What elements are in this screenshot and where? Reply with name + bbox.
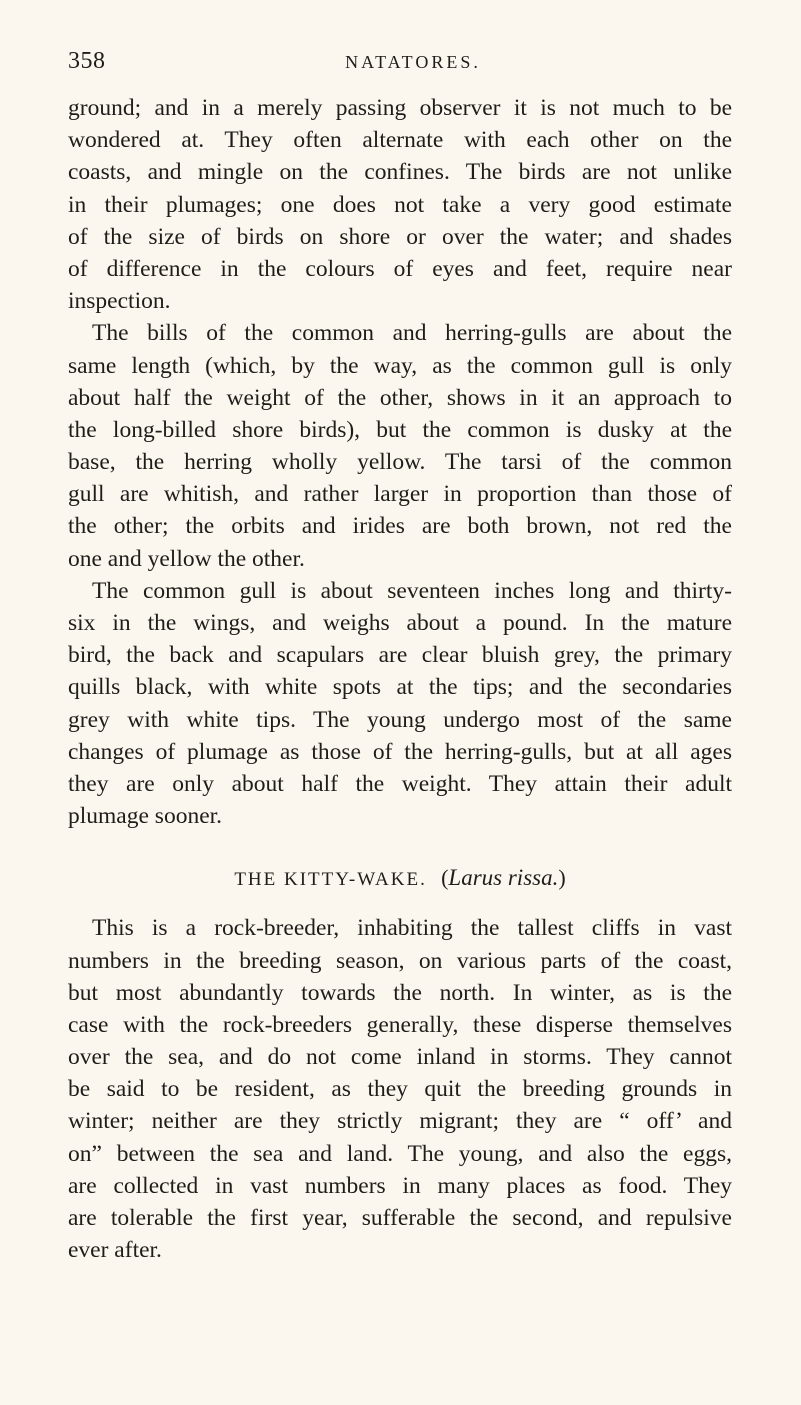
text-line: inspection. [68, 288, 171, 315]
paragraph [68, 575, 732, 833]
text-line: wondered at. They often alternate with each other on the [68, 127, 732, 154]
text-line: coasts, and mingle on the confines. The birds are not unlike [68, 159, 732, 186]
text-line: base, the herring wholly yellow. The tarsi of the common [68, 449, 732, 476]
page-header [68, 48, 728, 82]
text-line: changes of plumage as those of the herring-gulls, but at all ages [68, 738, 732, 765]
paragraph [68, 912, 732, 1266]
section-common-name: THE KITTY-WAKE. [234, 869, 427, 891]
paragraph [68, 317, 732, 575]
text-line: the long-billed shore birds), but the common is dusky at the [68, 416, 732, 443]
text-line: The common gull is about seventeen inches long and thirty- [92, 577, 732, 604]
section-heading [68, 859, 732, 897]
text-line: ground; and in a merely passing observer it is not much to be [68, 95, 732, 121]
text-line: of the size of birds on shore or over the water; and shades [68, 223, 732, 250]
page-number: 358 [68, 48, 106, 74]
paragraph [68, 92, 732, 317]
text-line: quills black, with white spots at the tips; and the secondaries [68, 674, 732, 701]
text-line: are tolerable the first year, sufferable the second, and repulsive [68, 1205, 732, 1231]
text-line: same length (which, by the way, as the common gull is only [68, 352, 732, 379]
text-line: six in the wings, and weighs about a pound. In the mature [68, 610, 732, 636]
text-line: one and yellow the other. [68, 545, 305, 572]
text-line: are collected in vast numbers in many places as food. They [68, 1172, 732, 1199]
section-paren-close: ) [558, 865, 566, 891]
running-head: NATATORES. [345, 52, 481, 72]
section-paren-open: ( [441, 865, 449, 891]
body-text [68, 92, 732, 1266]
text-line: the other; the orbits and irides are both brown, not red the [68, 513, 732, 540]
text-line: case with the rock-breeders generally, these disperse themselves [68, 1011, 732, 1038]
text-line: about half the weight of the other, shows in it an approach to [68, 384, 732, 411]
text-line: gull are whitish, and rather larger in proportion than those of [68, 481, 732, 508]
text-line: of difference in the colours of eyes and feet, require near [68, 255, 732, 282]
text-line: in their plumages; one does not take a very good estimate [68, 191, 732, 218]
text-line: grey with white tips. The young undergo most of the same [68, 706, 732, 733]
text-line: plumage sooner. [68, 803, 223, 830]
text-line: be said to be resident, as they quit the breeding grounds in [68, 1076, 732, 1103]
text-line: numbers in the breeding season, on various parts of the coast, [68, 947, 732, 974]
text-line: over the sea, and do not come inland in storms. They cannot [68, 1044, 732, 1071]
text-line: winter; neither are they strictly migrant; they are “ off’ and [68, 1108, 732, 1135]
text-line: they are only about half the weight. They attain their adult [68, 770, 732, 797]
text-line: bird, the back and scapulars are clear bluish grey, the primary [68, 642, 732, 669]
section-latin-name: Larus rissa. [448, 865, 559, 891]
text-line: The bills of the common and herring-gulls are about the [92, 320, 732, 347]
text-line: on” between the sea and land. The young, and also the eggs, [68, 1140, 732, 1167]
text-line: This is a rock-breeder, inhabiting the tallest cliffs in vast [92, 915, 732, 942]
text-line: ever after. [68, 1237, 162, 1264]
text-line: but most abundantly towards the north. In winter, as is the [68, 979, 732, 1006]
